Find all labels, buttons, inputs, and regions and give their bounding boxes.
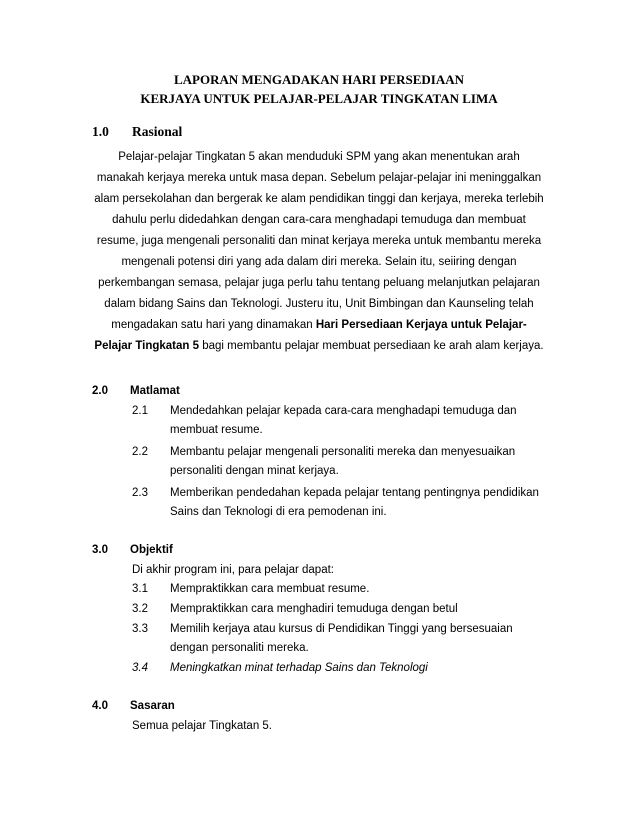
matlamat-item-text: Memberikan pendedahan kepada pelajar tentang pentingnya pendidikan <box>170 487 539 499</box>
rasional-line: dahulu perlu didedahkan dengan cara-cara menghadapi temuduga dan membuat <box>112 214 526 226</box>
rasional-line-9 <box>0 319 638 331</box>
program-name-part-1: Hari Persediaan Kerjaya untuk Pelajar- <box>315 319 527 331</box>
section-3-number: 3.0 <box>92 544 108 556</box>
matlamat-item-text: personaliti dengan minat kerjaya. <box>170 465 339 477</box>
rasional-line: dalam bidang Sains dan Teknologi. Justeru itu, Unit Bimbingan dan Kaunseling telah <box>104 298 534 310</box>
matlamat-item-number: 2.1 <box>132 405 148 417</box>
objektif-intro: Di akhir program ini, para pelajar dapat: <box>132 564 334 576</box>
matlamat-item-number: 2.2 <box>132 446 148 458</box>
rasional-line: resume, juga mengenali personaliti dan minat kerjaya mereka untuk membantu mereka <box>96 235 542 247</box>
section-1-heading: Rasional <box>132 124 183 139</box>
rasional-line: mengenali potensi diri yang ada dalam diri mereka. Selain itu, seiiring dengan <box>121 256 517 268</box>
rasional-line: perkembangan semasa, pelajar juga perlu tahu tentang peluang melanjutkan pelajaran <box>98 277 540 289</box>
title-line-2: KERJAYA UNTUK PELAJAR-PELAJAR TINGKATAN LIMA <box>140 91 498 106</box>
section-3-heading: Objektif <box>130 544 173 556</box>
rasional-line-9-text: mengadakan satu hari yang dinamakan <box>111 319 316 331</box>
section-4-heading: Sasaran <box>130 700 175 712</box>
matlamat-item-text: Mendedahkan pelajar kepada cara-cara menghadapi temuduga dan <box>170 405 517 417</box>
rasional-line: Pelajar-pelajar Tingkatan 5 akan menduduki SPM yang akan menentukan arah <box>118 151 520 163</box>
title-line-1: LAPORAN MENGADAKAN HARI PERSEDIAAN <box>174 72 464 87</box>
sasaran-text: Semua pelajar Tingkatan 5. <box>132 720 273 732</box>
matlamat-item-text: Sains dan Teknologi di era pemodenan ini. <box>170 506 387 518</box>
objektif-item-text: Memilih kerjaya atau kursus di Pendidikan Tinggi yang bersesuaian <box>170 623 513 635</box>
section-2-number: 2.0 <box>92 385 108 397</box>
objektif-item-number: 3.3 <box>132 623 148 635</box>
matlamat-item-text: Membantu pelajar mengenali personaliti mereka dan menyesuaikan <box>170 446 516 458</box>
rasional-line: alam persekolahan dan bergerak ke alam pendidikan tinggi dan kerjaya, mereka terlebih <box>94 193 544 205</box>
section-2-heading: Matlamat <box>130 385 180 397</box>
objektif-item-number: 3.1 <box>132 583 148 595</box>
objektif-item-number: 3.2 <box>132 603 148 615</box>
section-1-number: 1.0 <box>92 124 109 139</box>
matlamat-item-number: 2.3 <box>132 487 148 499</box>
rasional-line: manakah kerjaya mereka untuk masa depan. Sebelum pelajar-pelajar ini meninggalkan <box>96 172 542 184</box>
objektif-item-text: Mempraktikkan cara menghadiri temuduga dengan betul <box>170 603 458 615</box>
objektif-item-text: Meningkatkan minat terhadap Sains dan Teknologi <box>170 662 428 674</box>
program-name-part-2: Pelajar Tingkatan 5 <box>94 340 200 352</box>
matlamat-item-text: membuat resume. <box>170 424 263 436</box>
rasional-line-10-text: bagi membantu pelajar membuat persediaan ke arah alam kerjaya. <box>199 340 544 352</box>
rasional-line-10 <box>0 340 638 352</box>
objektif-item-number: 3.4 <box>132 662 148 674</box>
objektif-item-text: Mempraktikkan cara membuat resume. <box>170 583 370 595</box>
section-4-number: 4.0 <box>92 700 108 712</box>
objektif-item-text: dengan personaliti mereka. <box>170 642 309 654</box>
